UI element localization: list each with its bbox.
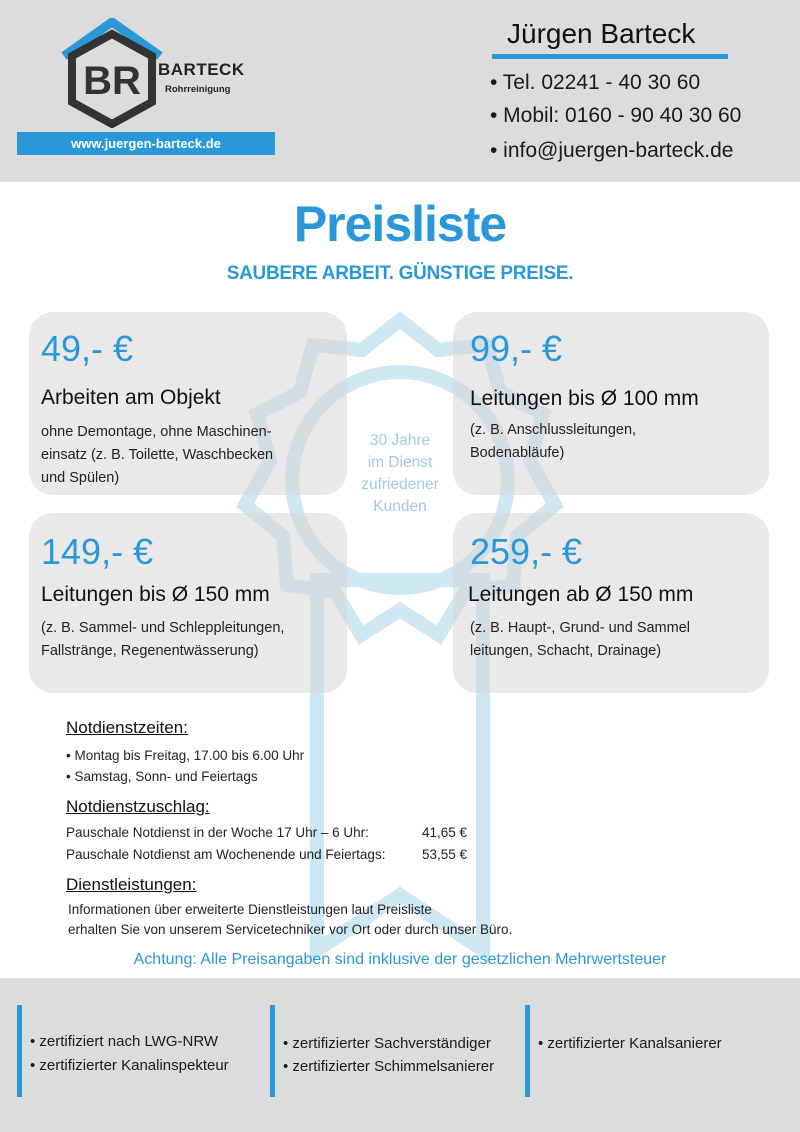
price-card [29, 312, 347, 495]
price-value: 149,- € [41, 531, 154, 572]
contact-name: Jürgen Barteck [507, 18, 696, 49]
list-item: • Montag bis Freitag, 17.00 bis 6.00 Uhr [66, 748, 305, 763]
price-desc: (z. B. Sammel- und Schleppleitungen, Fallstränge, Regenentwässerung) [41, 620, 285, 659]
price-value: 49,- € [41, 328, 134, 369]
certification-item: • zertifizierter Kanalsanierer [538, 1035, 722, 1052]
footer [0, 978, 800, 1132]
footer-divider [17, 1005, 22, 1097]
website-url[interactable]: www.juergen-barteck.de [17, 132, 275, 155]
contact-underline [492, 54, 728, 59]
price-desc: (z. B. Haupt-, Grund- und Sammel leitungen, Schacht, Drainage) [470, 620, 690, 659]
price-card [453, 312, 769, 495]
services-text: Informationen über erweiterte Dienstleistungen laut Preisliste [68, 902, 432, 917]
price-heading: Leitungen bis Ø 150 mm [41, 583, 270, 606]
emergency-hours-heading: Notdienstzeiten: [66, 718, 188, 737]
brand-name: BARTECK [158, 60, 245, 79]
services-text: erhalten Sie von unserem Servicetechniker vor Ort oder durch unser Büro. [68, 922, 513, 937]
vat-notice: Achtung: Alle Preisangaben sind inklusive der gesetzlichen Mehrwertsteuer [133, 951, 667, 968]
logo-letters: BR [83, 59, 141, 103]
footer-divider [525, 1005, 530, 1097]
services-heading: Dienstleistungen: [66, 875, 197, 894]
certification-item: • zertifizierter Sachverständiger [283, 1035, 491, 1052]
price-value: 259,- € [470, 531, 583, 572]
contact-mobile[interactable]: • Mobil: 0160 - 90 40 30 60 [490, 104, 742, 127]
surcharge-heading: Notdienstzuschlag: [66, 797, 210, 816]
certification-item: • zertifizierter Schimmelsanierer [283, 1058, 495, 1075]
fee-amount: 41,65 € [422, 825, 468, 840]
price-card [29, 513, 347, 693]
certification-item: • zertifizierter Kanalinspekteur [30, 1057, 229, 1074]
page-title: Preisliste [293, 196, 507, 252]
price-desc: ohne Demontage, ohne Maschinen- einsatz (z. B. Toilette, Waschbecken und Spülen) [41, 424, 274, 486]
page-subtitle: SAUBERE ARBEIT. GÜNSTIGE PREISE. [226, 263, 574, 284]
brand-tagline: Rohrreinigung [165, 84, 231, 95]
fee-label: Pauschale Notdienst am Wochenende und Feiertags: [66, 847, 386, 862]
contact-phone[interactable]: • Tel. 02241 - 40 30 60 [490, 71, 701, 94]
contact-email[interactable]: • info@juergen-barteck.de [490, 139, 734, 162]
fee-label: Pauschale Notdienst in der Woche 17 Uhr – 6 Uhr: [66, 825, 369, 840]
certification-item: • zertifiziert nach LWG-NRW [30, 1033, 219, 1050]
badge-text: 30 Jahre im Dienst zufriedener Kunden [361, 432, 439, 515]
price-desc: (z. B. Anschlussleitungen, Bodenabläufe) [470, 422, 637, 461]
price-card [453, 513, 769, 693]
list-item: • Samstag, Sonn- und Feiertags [66, 769, 258, 784]
price-heading: Leitungen bis Ø 100 mm [470, 387, 699, 410]
price-heading: Arbeiten am Objekt [41, 386, 221, 409]
price-value: 99,- € [470, 328, 563, 369]
footer-divider [270, 1005, 275, 1097]
price-heading: Leitungen ab Ø 150 mm [468, 583, 694, 606]
fee-amount: 53,55 € [422, 847, 468, 862]
